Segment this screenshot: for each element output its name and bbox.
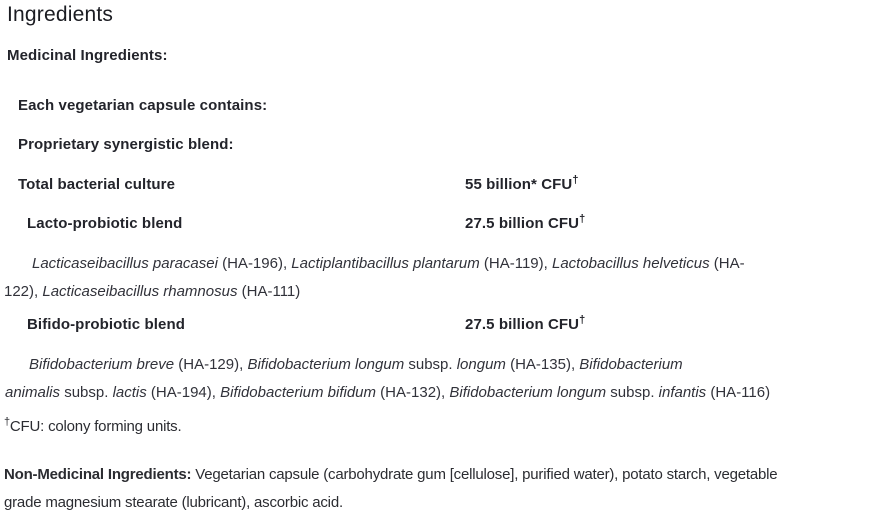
lacto-blend-value: 27.5 billion CFU† bbox=[465, 213, 586, 232]
total-bacterial-culture-label: Total bacterial culture bbox=[18, 176, 176, 193]
dagger-symbol: † bbox=[572, 174, 579, 186]
total-bacterial-culture-row bbox=[0, 174, 888, 195]
lacto-blend-label: Lacto-probiotic blend bbox=[27, 215, 183, 232]
lacto-blend-row bbox=[0, 213, 888, 234]
bifido-species-list: Bifidobacterium breve (HA-129), Bifidobacterium longum subsp. longum (HA-135), Bifidobacterium animalis subsp. lactis (HA-194), Bifidobacterium bifidum (HA-132), Bifidobacterium longum subsp. infantis (HA-116) bbox=[5, 356, 771, 401]
proprietary-blend-label: Proprietary synergistic blend: bbox=[18, 136, 234, 153]
cfu-footnote: †CFU: colony forming units. bbox=[4, 416, 182, 435]
bifido-blend-label: Bifido-probiotic blend bbox=[27, 316, 186, 333]
dagger-symbol: † bbox=[579, 213, 586, 225]
bifido-blend-value: 27.5 billion CFU† bbox=[465, 314, 586, 333]
section-title: Ingredients bbox=[7, 3, 114, 26]
lacto-species-list: Lacticaseibacillus paracasei (HA-196), Lactiplantibacillus plantarum (HA-119), Lactobacillus helveticus (HA- 122), Lacticaseibacillus rhamnosus (HA-111) bbox=[4, 255, 745, 300]
dagger-symbol: † bbox=[579, 314, 586, 326]
bifido-blend-row bbox=[0, 314, 888, 335]
medicinal-ingredients-label: Medicinal Ingredients: bbox=[7, 47, 168, 64]
non-medicinal-ingredients: Non-Medicinal Ingredients: Vegetarian capsule (carbohydrate gum [cellulose], purified water), potato starch, vegetable grade magnesium stearate (lubricant), ascorbic acid. bbox=[4, 466, 778, 511]
capsule-contains-label: Each vegetarian capsule contains: bbox=[18, 97, 268, 114]
total-bacterial-culture-value: 55 billion* CFU† bbox=[465, 174, 579, 193]
